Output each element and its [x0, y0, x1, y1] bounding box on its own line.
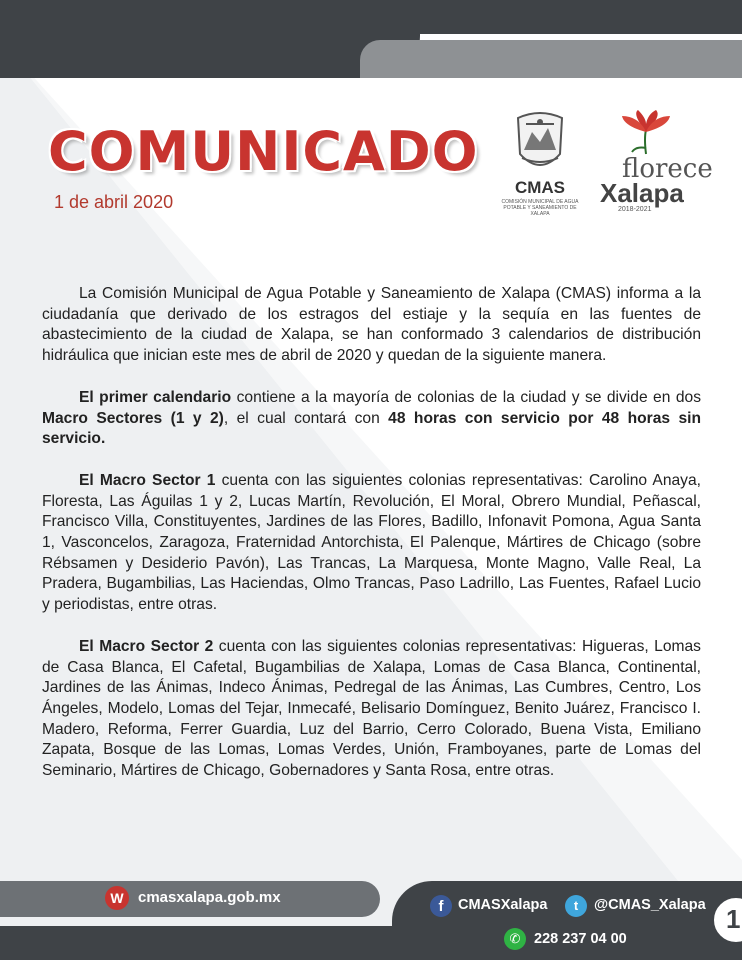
top-accent-bar: [360, 40, 742, 78]
cmas-shield-icon: [498, 108, 582, 180]
cmas-logo-subtitle: COMISIÓN MUNICIPAL DE AGUA POTABLE Y SANEAMIENTO DE XALAPA: [501, 199, 579, 217]
bold-text: 48 horas con servicio por 48 horas sin servicio.: [42, 409, 701, 448]
date-label: 1 de abril 2020: [54, 192, 174, 212]
facebook-link[interactable]: CMASXalapa: [458, 897, 548, 913]
years-text: 2018-2021: [618, 206, 652, 213]
top-bar-tab: [0, 0, 420, 78]
paragraph-first-calendar: [42, 388, 701, 450]
page-title: COMUNICADO: [48, 120, 479, 183]
communique-body: [42, 284, 701, 803]
text: cuenta con las siguientes colonias representativas: Higueras, Lomas de Casa Blanca, El Cafetal, Bugambilias de Xalapa, Lomas de Casa Blanca, Continental, Jardines de las Ánimas, Indeco Ánimas, Pedregal de las Ánimas, Las Cumbres, Centro, Los Ángeles, Modelo, Lomas del Tejar, Inmecafé, Belisario Domínguez, Benito Juárez, Francisco I. Madero, Reforma, Ferrer Guardia, Luz del Barrio, Cerro Colorado, Buena Vista, Emiliano Zapata, Bosque de las Lomas, Lomas Verdes, Unión, Framboyanes, parte de Lomas del Seminario, Mártires de Chicago, Gobernadores y Santa Rosa, entre otras.: [42, 637, 701, 780]
text: cuenta con las siguientes colonias representativas: Carolino Anaya, Floresta, Las Águilas 1 y 2, Lucas Martín, Revolución, El Moral, Obrero Mundial, Peñascal, Francisco Villa, Constituyentes, Jardines de las Flores, Badillo, Infonavit Pomona, Agua Santa 1, Vasconcelos, Zaragoza, Fraternidad Antorchista, El Palenque, Mártires de Chicago (sobre Rébsamen y Desiderio Pavón), Las Trancas, La Marquesa, Monte Magno, Valle Real, La Pradera, Bugambilias, Las Haciendas, Olmo Trancas, Paso Ladrillo, Las Fuentes, Rafael Lucio y periodistas, entre otras.: [42, 471, 701, 614]
text: contiene a la mayoría de colonias de la ciudad y se divide en dos: [231, 388, 701, 406]
florece-text: florece: [622, 154, 713, 184]
cmas-logo: [498, 108, 582, 217]
text: , el cual contará con: [223, 409, 389, 427]
xalapa-text: Xalapa: [600, 178, 684, 208]
cmas-logo-text: CMAS: [514, 178, 566, 197]
paragraph-macro-sector-2: [42, 637, 701, 782]
twitter-link[interactable]: @CMAS_Xalapa: [594, 897, 706, 913]
whatsapp-icon: ✆: [504, 928, 526, 950]
website-link[interactable]: cmasxalapa.gob.mx: [138, 889, 281, 906]
page-number: 1: [726, 904, 741, 934]
bold-text: El Macro Sector 2: [79, 637, 214, 655]
bold-text: Macro Sectores (1 y 2): [42, 409, 224, 427]
web-icon: W: [105, 886, 129, 910]
twitter-icon: t: [565, 895, 587, 917]
footer-bar-right: [392, 881, 742, 960]
paragraph-intro: La Comisión Municipal de Agua Potable y Saneamiento de Xalapa (CMAS) informa a la ciudadanía que derivado de los estragos del estiaje y la sequía en las fuentes de abastecimiento de la ciudad de Xalapa, se han conformado 3 calendarios de distribución hidráulica que inician este mes de abril de 2020 y quedan de la siguiente manera.: [42, 285, 701, 365]
facebook-icon: f: [430, 895, 452, 917]
bold-text: El primer calendario: [79, 388, 232, 406]
florece-xalapa-logo: [598, 108, 714, 214]
bold-text: El Macro Sector 1: [79, 471, 216, 489]
paragraph-macro-sector-1: [42, 471, 701, 616]
phone-number[interactable]: 228 237 04 00: [534, 931, 627, 947]
